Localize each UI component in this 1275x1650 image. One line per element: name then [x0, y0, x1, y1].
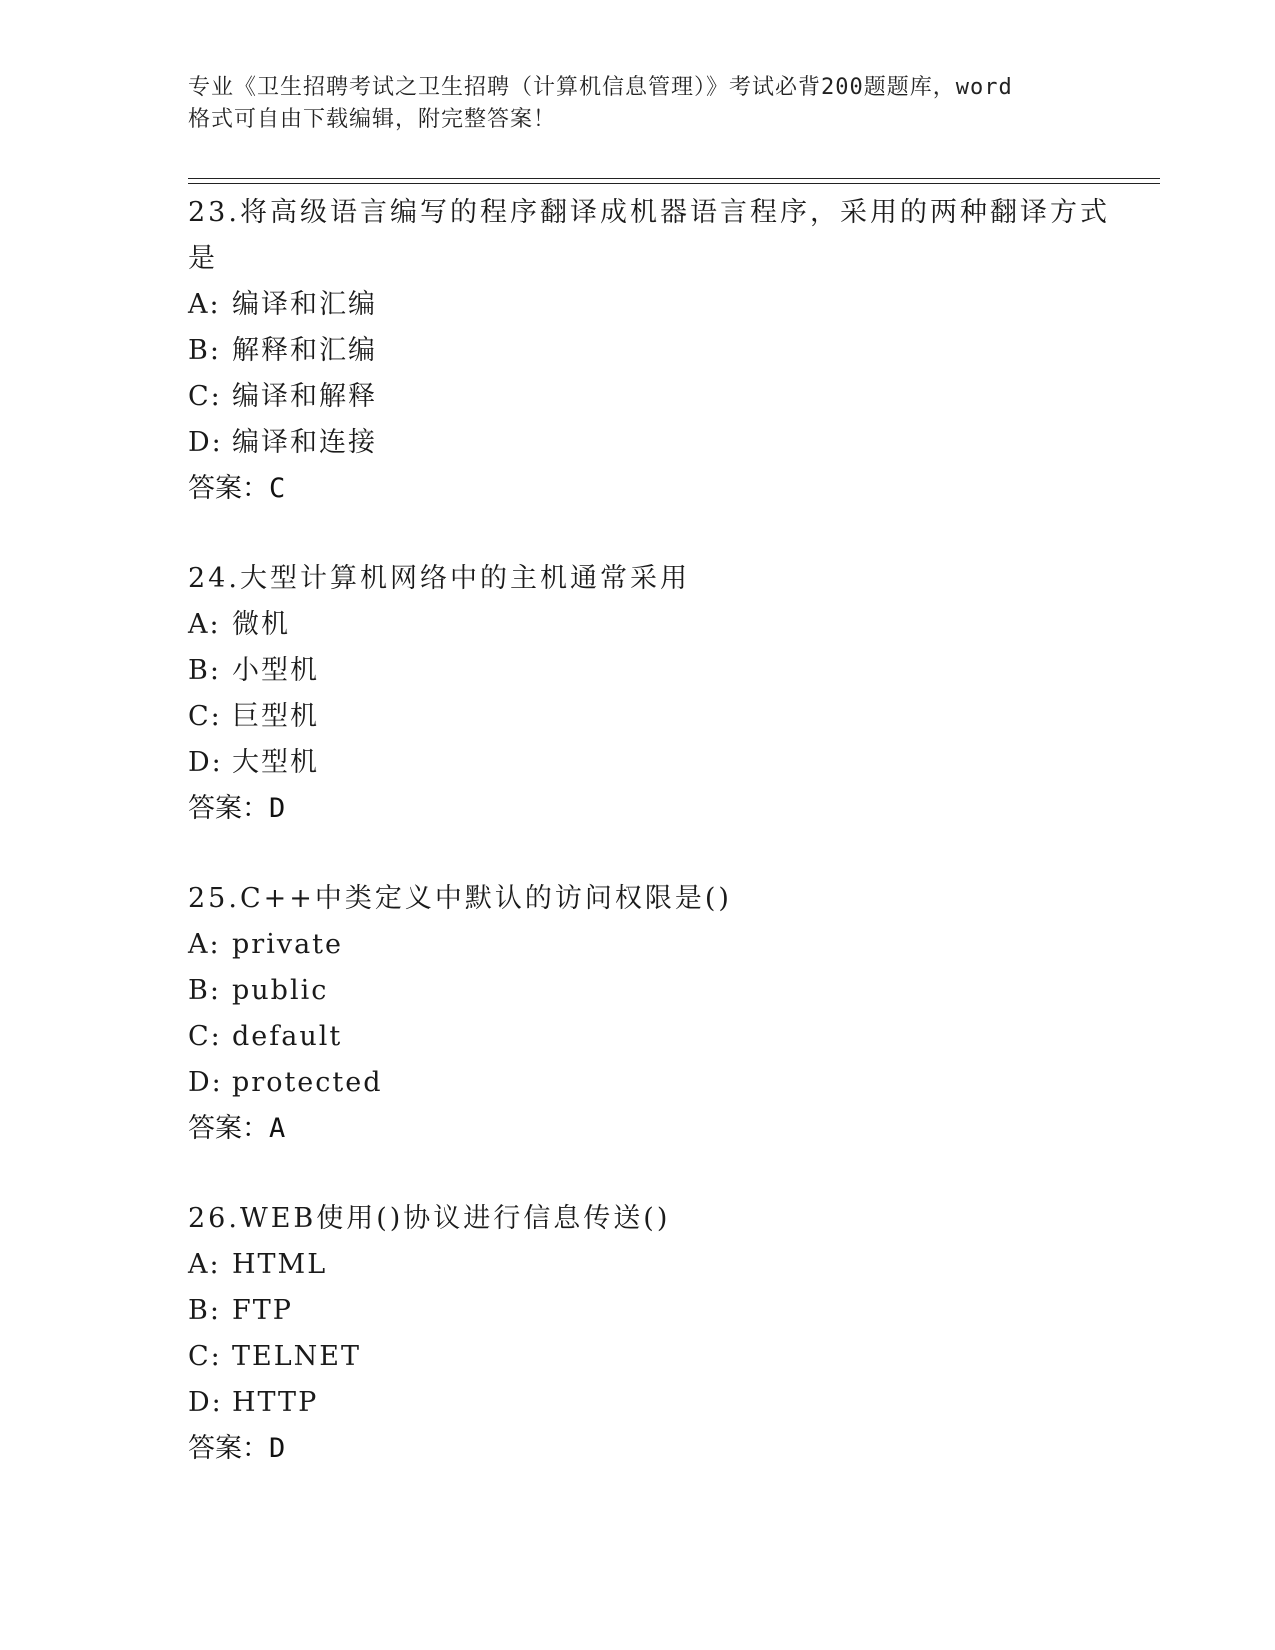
question-24 [188, 556, 1088, 832]
option-key: C: [188, 1021, 222, 1052]
option-d [188, 1060, 1088, 1106]
option-c [188, 694, 1088, 740]
option-text: protected [232, 1067, 383, 1098]
option-b [188, 1288, 1088, 1334]
option-a [188, 602, 1088, 648]
option-text: 解释和汇编 [232, 335, 377, 366]
option-text: 大型机 [232, 747, 319, 778]
question-stem-line-2: 是 [188, 243, 218, 274]
option-text: private [232, 929, 344, 960]
option-text: 编译和解释 [232, 381, 377, 412]
option-text: 编译和汇编 [232, 289, 377, 320]
option-text: TELNET [232, 1341, 361, 1372]
option-text: 编译和连接 [232, 427, 377, 458]
option-key: C: [188, 701, 222, 732]
option-a [188, 282, 1088, 328]
option-key: D: [188, 1067, 223, 1098]
option-text: HTTP [232, 1387, 319, 1418]
option-key: D: [188, 1387, 223, 1418]
header-line-2: 格式可自由下载编辑，附完整答案！ [188, 107, 557, 132]
header-divider-top [188, 178, 1160, 179]
option-d [188, 420, 1088, 466]
question-stem-line-1: 26.WEB使用()协议进行信息传送() [188, 1203, 671, 1234]
option-text: HTML [232, 1249, 328, 1280]
answer-line: 答案：D [188, 793, 286, 824]
option-key: A: [188, 1249, 221, 1280]
option-a [188, 1242, 1088, 1288]
option-c [188, 374, 1088, 420]
document-header [188, 72, 1108, 136]
option-c [188, 1334, 1088, 1380]
option-d [188, 740, 1088, 786]
question-stem-line-1: 25.C++中类定义中默认的访问权限是() [188, 883, 732, 914]
answer-line: 答案：A [188, 1113, 286, 1144]
option-key: B: [188, 1295, 221, 1326]
question-stem [188, 876, 1088, 922]
header-divider-bottom [188, 183, 1160, 184]
option-text: default [232, 1021, 343, 1052]
option-b [188, 328, 1088, 374]
question-stem [188, 190, 1110, 282]
option-key: B: [188, 975, 221, 1006]
option-text: 微机 [232, 609, 290, 640]
option-key: C: [188, 381, 222, 412]
option-b [188, 648, 1088, 694]
option-text: FTP [232, 1295, 293, 1326]
option-key: D: [188, 747, 223, 778]
option-d [188, 1380, 1088, 1426]
option-text: 巨型机 [232, 701, 319, 732]
question-stem-line-1: 23.将高级语言编写的程序翻译成机器语言程序，采用的两种翻译方式 [188, 197, 1110, 228]
question-23 [188, 190, 1110, 512]
option-a [188, 922, 1088, 968]
option-text: public [232, 975, 329, 1006]
option-key: A: [188, 929, 221, 960]
option-key: C: [188, 1341, 222, 1372]
option-c [188, 1014, 1088, 1060]
option-b [188, 968, 1088, 1014]
option-key: A: [188, 609, 221, 640]
question-stem [188, 556, 1088, 602]
option-key: B: [188, 655, 221, 686]
header-line-1: 专业《卫生招聘考试之卫生招聘（计算机信息管理）》考试必背200题题库，word [188, 75, 1013, 100]
option-key: A: [188, 289, 221, 320]
question-25 [188, 876, 1088, 1152]
option-text: 小型机 [232, 655, 319, 686]
option-key: D: [188, 427, 223, 458]
question-stem [188, 1196, 1088, 1242]
answer-line: 答案：C [188, 473, 286, 504]
question-stem-line-1: 24.大型计算机网络中的主机通常采用 [188, 563, 690, 594]
option-key: B: [188, 335, 221, 366]
question-26 [188, 1196, 1088, 1472]
answer-line: 答案：D [188, 1433, 286, 1464]
